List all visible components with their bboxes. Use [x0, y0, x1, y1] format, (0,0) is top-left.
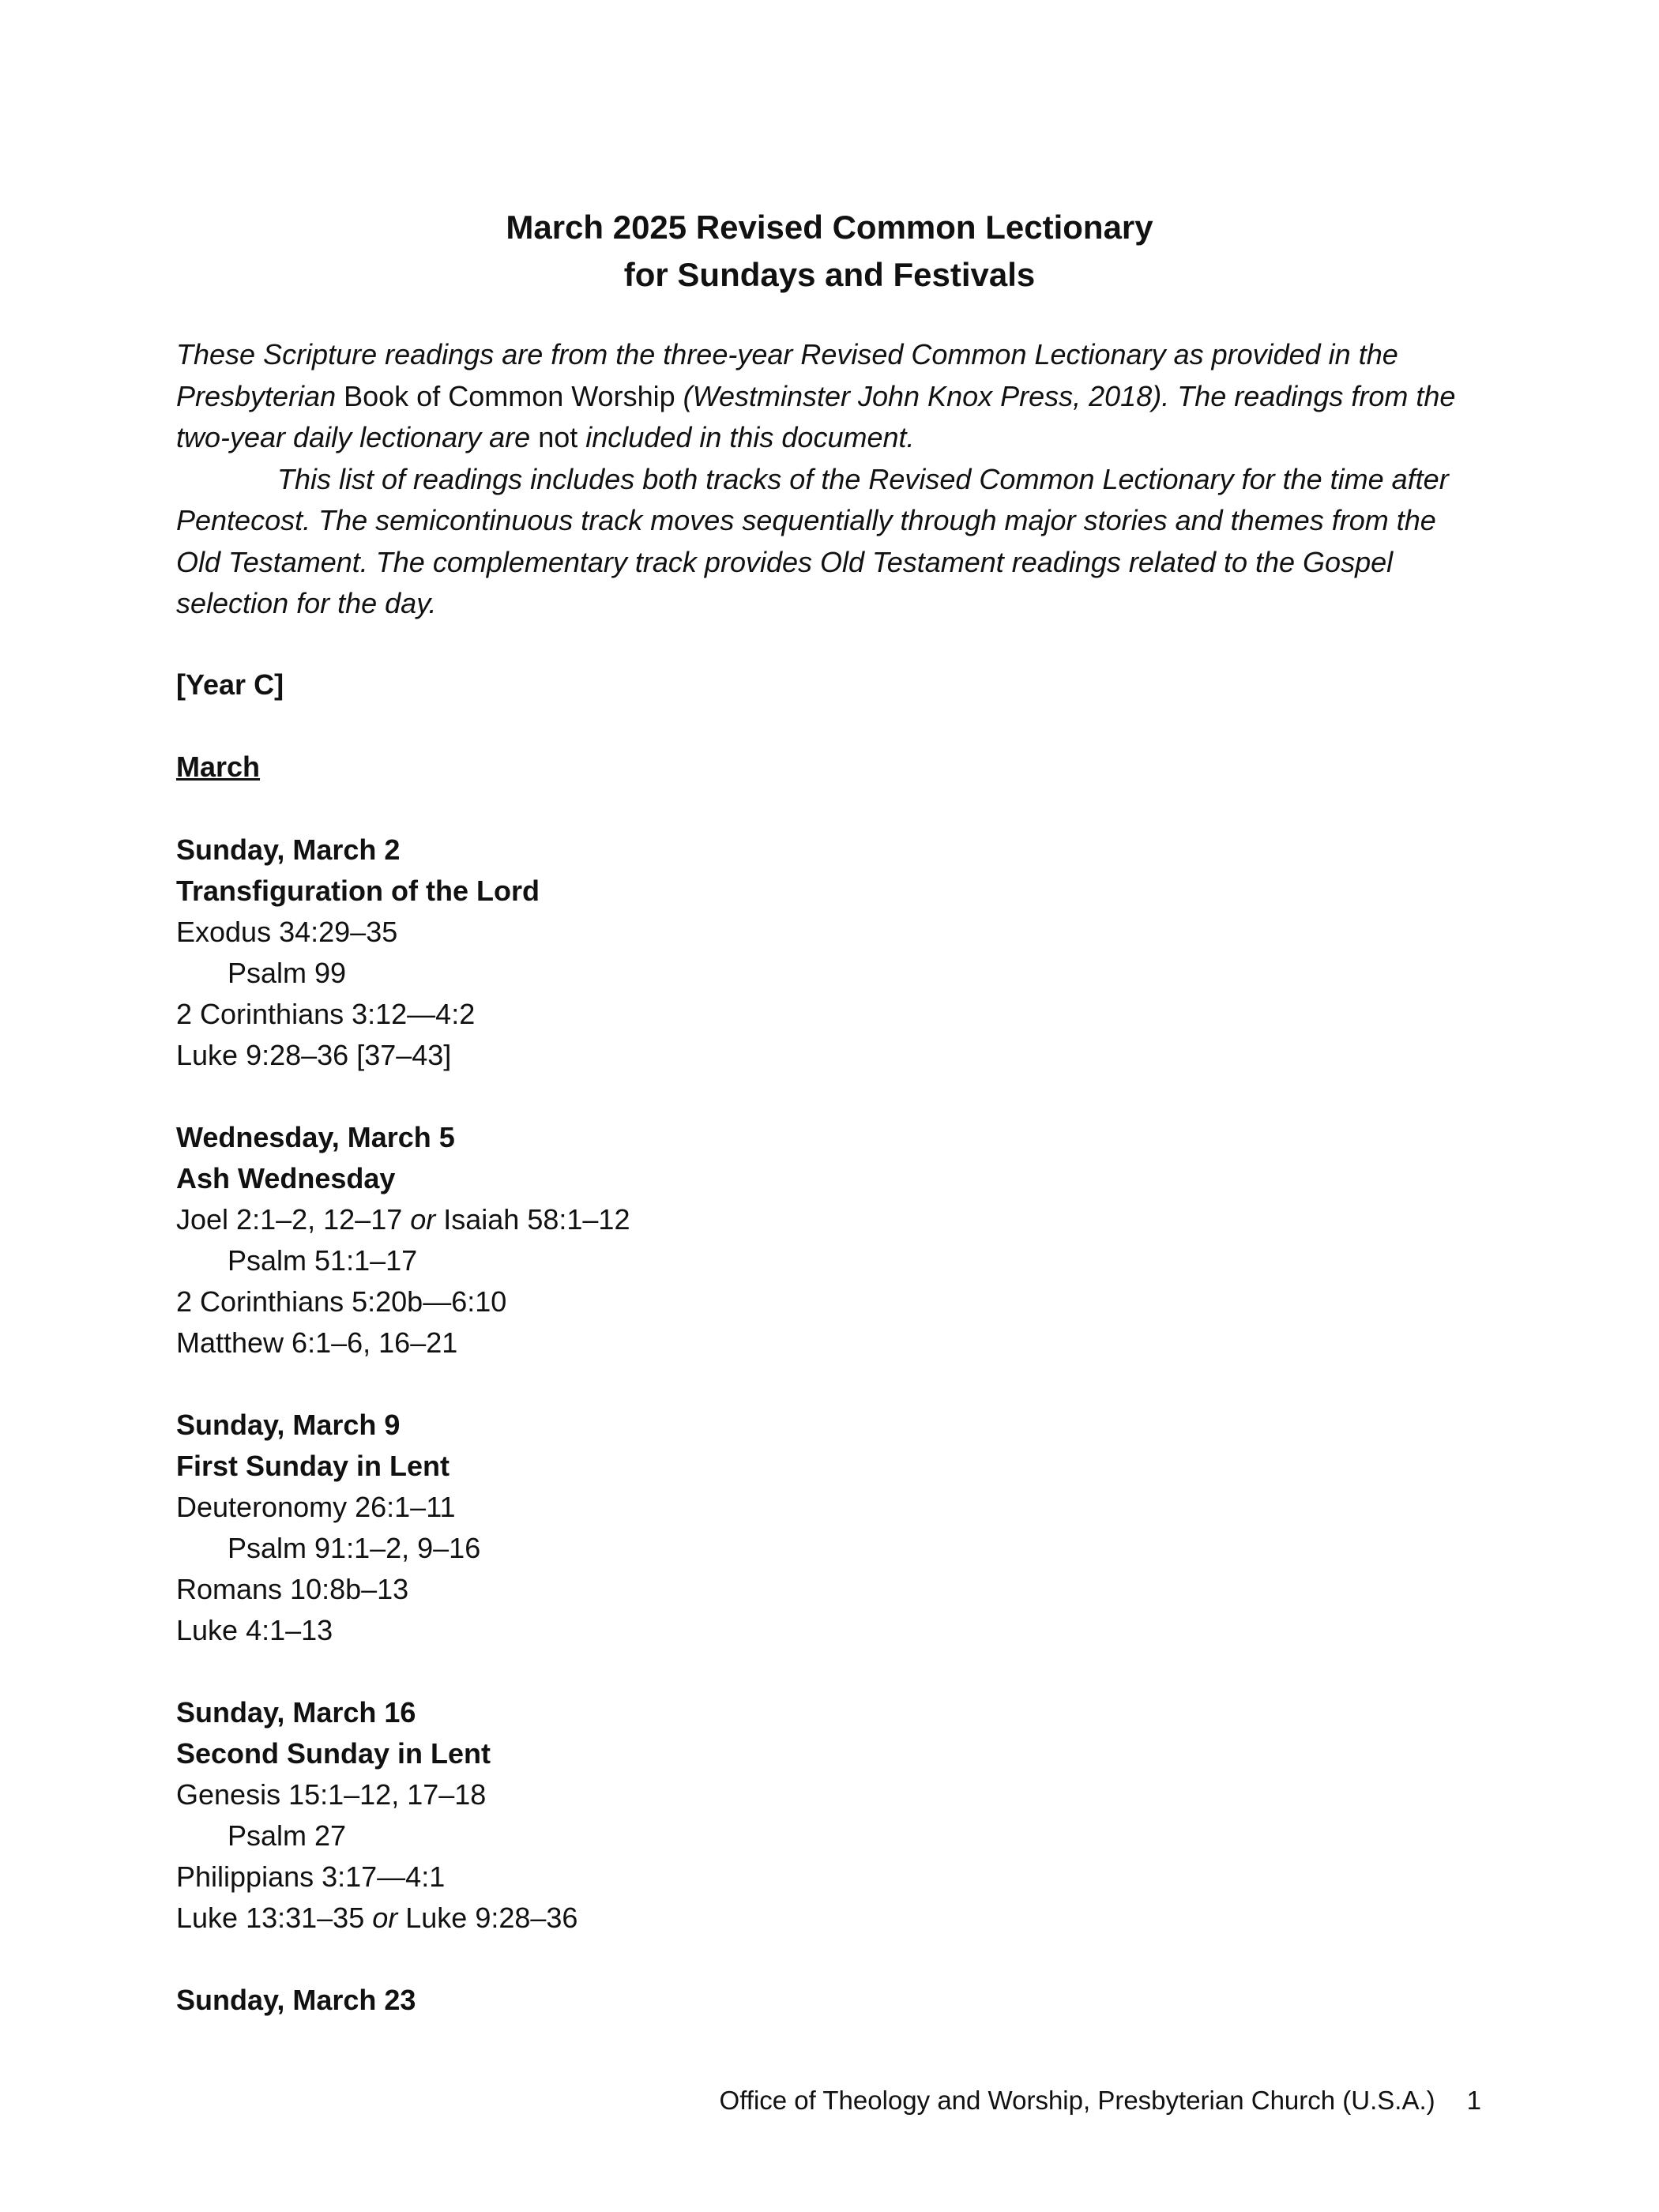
reading-second: Romans 10:8b–13	[176, 1573, 409, 1605]
reading-psalm: Psalm 51:1–17	[228, 1244, 418, 1277]
document-title-line-1: March 2025 Revised Common Lectionary	[506, 209, 1153, 246]
intro-paragraph-2: This list of readings includes both tracks of the Revised Common Lectionary for the time after Pentecost. The semicontinuous track moves sequentially through major stories and themes from the Old Testament. The complementary track provides Old Testament readings related to the Gospel selection for the day.	[176, 462, 1449, 619]
reading-psalm: Psalm 99	[228, 957, 347, 989]
document-title-line-2: for Sundays and Festivals	[623, 256, 1036, 293]
reading-first: Exodus 34:29–35	[176, 916, 398, 948]
intro-text	[176, 334, 1488, 625]
reading-psalm: Psalm 27	[228, 1819, 347, 1852]
entry-date: Sunday, March 2	[176, 833, 401, 866]
reading-psalm: Psalm 91:1–2, 9–16	[228, 1532, 481, 1564]
or-connector: or	[372, 1902, 398, 1934]
entry-date: Sunday, March 16	[176, 1696, 416, 1729]
entry-name: Transfiguration of the Lord	[176, 875, 540, 907]
month-heading: March	[176, 750, 261, 783]
reading-gospel-option-a: Luke 13:31–35	[176, 1902, 373, 1934]
reading-gospel: Matthew 6:1–6, 16–21	[176, 1326, 458, 1359]
entry-date: Sunday, March 9	[176, 1409, 401, 1441]
entry-date: Wednesday, March 5	[176, 1121, 455, 1153]
intro-p1-part-a: These Scripture readings are from the three-year Revised Common Lectionary as provided in the Presbyterian	[176, 338, 1398, 412]
intro-not-word: not	[538, 421, 578, 453]
entry-name: First Sunday in Lent	[176, 1450, 450, 1482]
reading-second: Philippians 3:17—4:1	[176, 1860, 446, 1893]
page-footer	[720, 2081, 1481, 2120]
intro-book-title: Book of Common Worship	[344, 379, 675, 412]
year-label: [Year C]	[176, 668, 284, 701]
entry-date: Sunday, March 23	[176, 1984, 416, 2016]
reading-first-option-b: Isaiah 58:1–12	[435, 1203, 630, 1236]
intro-paragraph-1	[176, 334, 1488, 459]
page-number: 1	[1466, 2086, 1481, 2115]
entry-name: Ash Wednesday	[176, 1162, 396, 1194]
reading-second: 2 Corinthians 5:20b—6:10	[176, 1285, 507, 1318]
entry-name: Second Sunday in Lent	[176, 1737, 491, 1770]
footer-text: Office of Theology and Worship, Presbyterian Church (U.S.A.)	[719, 2086, 1435, 2115]
reading-gospel: Luke 4:1–13	[176, 1614, 333, 1646]
reading-first: Genesis 15:1–12, 17–18	[176, 1778, 487, 1811]
intro-p1-part-b: (Westminster John Knox Press, 2018). The readings from the two-year daily lectionary are	[176, 379, 1456, 453]
reading-gospel: Luke 9:28–36 [37–43]	[176, 1039, 452, 1071]
intro-p1-part-c: included in this document.	[577, 421, 915, 453]
or-connector: or	[410, 1203, 436, 1236]
reading-second: 2 Corinthians 3:12—4:2	[176, 998, 476, 1030]
reading-gospel	[176, 1898, 577, 1939]
reading-first-option-a: Joel 2:1–2, 12–17	[176, 1203, 411, 1236]
reading-first: Deuteronomy 26:1–11	[176, 1491, 456, 1523]
reading-first	[176, 1199, 630, 1240]
reading-gospel-option-b: Luke 9:28–36	[397, 1902, 578, 1934]
